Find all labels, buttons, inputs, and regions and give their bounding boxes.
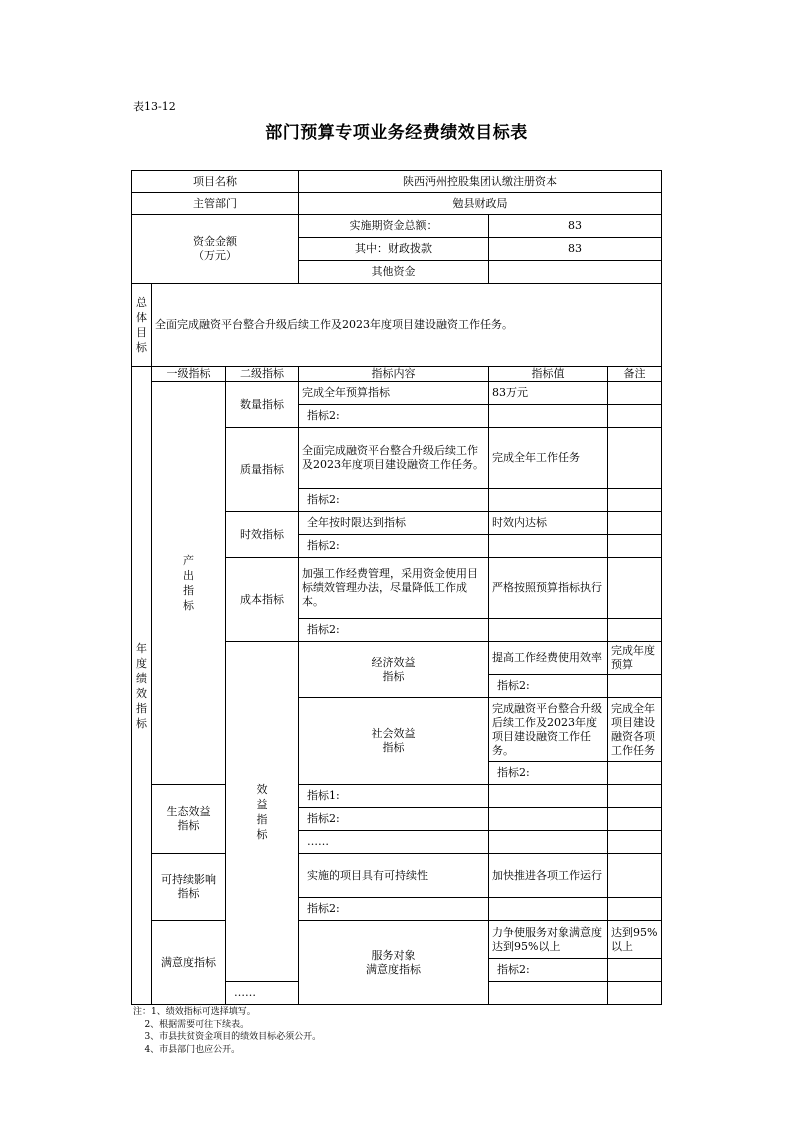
funds-finance: 83 (489, 238, 662, 261)
overall-goal-text: 全面完成融资平台整合升级后续工作及2023年度项目建设融资工作任务。 (152, 284, 662, 367)
page-title: 部门预算专项业务经费绩效目标表 (265, 123, 528, 143)
funds-label (132, 215, 299, 284)
time-remark-2 (608, 535, 662, 558)
social-value-1: 完成全年项目建设融资各项工作任务 (608, 698, 662, 762)
ecology-content-1: 指标1: (299, 785, 489, 808)
funds-total-label: 实施期资金总额： (299, 215, 489, 238)
quality-remark-2 (608, 489, 662, 512)
ecology-value-2 (489, 808, 608, 831)
quantity-indicator: 数量指标 (226, 382, 299, 428)
ecology-content-3: …… (299, 831, 489, 854)
satisfaction-indicator-label: 满意度指标 (152, 921, 226, 1005)
note-3: 3、市县扶贫资金项目的绩效目标必须公开。 (133, 1032, 322, 1042)
service-content-1: 力争使服务对象满意度达到95%以上 (489, 921, 608, 959)
economic-content-2: 指标2: (489, 675, 608, 698)
social-content-1: 完成融资平台整合升级后续工作及2023年度项目建设融资工作任务。 (489, 698, 608, 762)
header-level2: 二级指标 (226, 367, 299, 382)
quality-value-1: 完成全年工作任务 (489, 428, 608, 489)
note-2: 2、根据需要可往下续表。 (133, 1019, 250, 1030)
quantity-content-1: 完成全年预算指标 (299, 382, 489, 405)
time-indicator: 时效指标 (226, 512, 299, 558)
header-content: 指标内容 (299, 367, 489, 382)
ecology-remark-3 (608, 831, 662, 854)
overall-goal-label: 总 体 目 标 (132, 284, 152, 367)
form-code: 表13-12 (133, 100, 176, 113)
sustain-value-2 (489, 898, 608, 921)
time-content-1: 全年按时限达到指标 (299, 512, 489, 535)
time-value-2 (489, 535, 608, 558)
sustain-content-2: 指标2: (299, 898, 489, 921)
header-value: 指标值 (489, 367, 608, 382)
quality-indicator: 质量指标 (226, 428, 299, 512)
social-value-2 (608, 762, 662, 785)
service-indicator: 服务对象 满意度指标 (299, 921, 489, 1005)
time-remark-1 (608, 512, 662, 535)
quality-value-2 (489, 489, 608, 512)
dept-label: 主管部门 (132, 193, 299, 215)
service-remark-3 (608, 982, 662, 1005)
social-content-2: 指标2: (489, 762, 608, 785)
sustain-remark-1 (608, 854, 662, 898)
project-name-label: 项目名称 (132, 171, 299, 193)
time-content-2: 指标2: (299, 535, 489, 558)
output-indicator-label: 产 出 指 标 (152, 382, 226, 785)
note-4: 4、市县部门也应公开。 (133, 1044, 241, 1055)
ecology-value-3 (489, 831, 608, 854)
header-remark: 备注 (608, 367, 662, 382)
funds-label-line2: （万元） (193, 249, 237, 262)
ecology-remark-1 (608, 785, 662, 808)
quantity-remark-1 (608, 382, 662, 405)
cost-content-1: 加强工作经费管理，采用资金使用目标绩效管理办法，尽量降低工作成本。 (299, 558, 489, 619)
service-value-2 (608, 959, 662, 982)
cost-remark-1 (608, 558, 662, 619)
economic-content-1: 提高工作经费使用效率 (489, 642, 608, 675)
ecology-value-1 (489, 785, 608, 808)
funds-finance-label: 其中：财政拨款 (299, 238, 489, 261)
service-content-2: 指标2: (489, 959, 608, 982)
sustain-content-1: 实施的项目具有可持续性 (299, 854, 489, 898)
time-value-1: 时效内达标 (489, 512, 608, 535)
service-value-1: 达到95%以上 (608, 921, 662, 959)
header-level1: 一级指标 (152, 367, 226, 382)
economic-indicator: 经济效益 指标 (299, 642, 489, 698)
quantity-value-1: 83万元 (489, 382, 608, 405)
quality-content-1: 全面完成融资平台整合升级后续工作及2023年度项目建设融资工作任务。 (299, 428, 489, 489)
quantity-value-2 (489, 405, 608, 428)
quantity-content-2: 指标2: (299, 405, 489, 428)
benefit-indicator-label: 效 益 指 标 (226, 642, 299, 982)
cost-remark-2 (608, 619, 662, 642)
economic-value-2 (608, 675, 662, 698)
social-indicator: 社会效益 指标 (299, 698, 489, 785)
sustain-indicator: 可持续影响 指标 (152, 854, 226, 921)
funds-other-label: 其他资金 (299, 261, 489, 284)
note-1: 注：1、绩效指标可选择填写。 (133, 1007, 256, 1017)
dept-value: 勉县财政局 (299, 193, 662, 215)
performance-table (131, 170, 662, 1005)
funds-total: 83 (489, 215, 662, 238)
sustain-remark-2 (608, 898, 662, 921)
service-value-3 (489, 982, 608, 1005)
ecology-remark-2 (608, 808, 662, 831)
cost-content-2: 指标2: (299, 619, 489, 642)
quality-remark-1 (608, 428, 662, 489)
economic-value-1: 完成年度预算 (608, 642, 662, 675)
quality-content-2: 指标2: (299, 489, 489, 512)
ecology-indicator: 生态效益 指标 (152, 785, 226, 854)
funds-label-line1: 资金金额 (193, 235, 237, 248)
cost-value-2 (489, 619, 608, 642)
footnotes (133, 1006, 321, 1056)
project-name: 陕西沔州控股集团认缴注册资本 (299, 171, 662, 193)
quantity-remark-2 (608, 405, 662, 428)
ecology-content-2: 指标2: (299, 808, 489, 831)
service-content-3: …… (226, 982, 299, 1005)
cost-value-1: 严格按照预算指标执行 (489, 558, 608, 619)
sustain-value-1: 加快推进各项工作运行 (489, 854, 608, 898)
funds-other (489, 261, 662, 284)
cost-indicator: 成本指标 (226, 558, 299, 642)
annual-indicator-label: 年 度 绩 效 指 标 (132, 367, 152, 1005)
